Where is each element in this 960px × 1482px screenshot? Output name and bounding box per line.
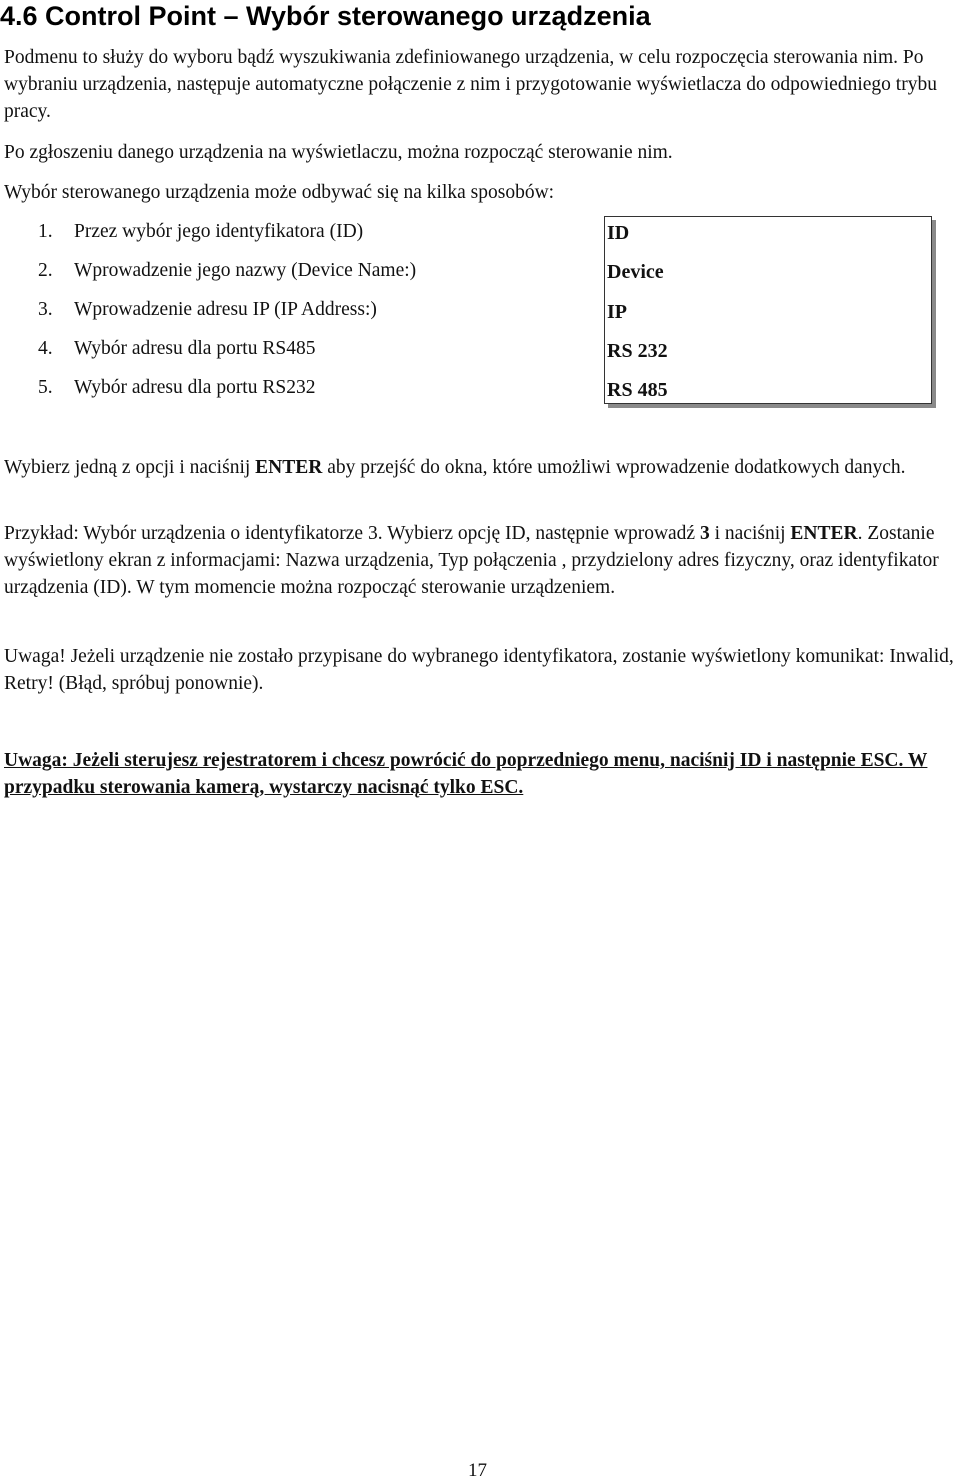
intro-paragraph-2: Po zgłoszeniu danego urządzenia na wyświetlaczu, można rozpocząć sterowanie nim.: [4, 142, 673, 163]
menu-option-device[interactable]: Device: [607, 261, 664, 283]
intro-paragraph: Podmenu to służy do wyboru bądź wyszukiwania zdefiniowanego urządzenia, w celu rozpoczęcia sterowania nim. Po wybraniu urządzenia, następuje automatyczne połączenie z nim i przygotowanie wyświetlacza do odpowiedniego trybu pracy.: [4, 47, 937, 122]
menu-option-ip[interactable]: IP: [607, 301, 627, 323]
example-text: Przykład: Wybór urządzenia o identyfikatorze 3. Wybierz opcję ID, następnie wprowadź: [4, 523, 700, 544]
page-number: 17: [468, 1460, 487, 1481]
instruction-text: Wybierz jedną z opcji i naciśnij: [4, 457, 256, 478]
instruction-paragraph: [4, 454, 954, 481]
menu-option-id[interactable]: ID: [607, 222, 630, 244]
list-item-text: Wprowadzenie jego nazwy (Device Name:): [74, 260, 417, 281]
list-item: [38, 336, 315, 362]
list-item: [38, 375, 315, 401]
enter-key-label: ENTER: [790, 523, 858, 544]
list-item: [38, 258, 416, 284]
list-item-number: 3.: [38, 299, 53, 320]
example-text-3: . Zostanie wyświetlony ekran z informacjami: Nazwa urządzenia, Typ połączenia , przydzielony adres fizyczny, oraz identyfikator urządzenia (ID). W tym momencie można rozpocząć sterowanie urządzeniem.: [4, 523, 939, 598]
list-item: [38, 219, 363, 245]
intro-paragraph-3: Wybór sterowanego urządzenia może odbywać się na kilka sposobów:: [4, 182, 555, 203]
example-paragraph: [4, 520, 954, 601]
menu-option-rs232[interactable]: RS 232: [607, 340, 668, 362]
warning-paragraph: Uwaga! Jeżeli urządzenie nie zostało przypisane do wybranego identyfikatora, zostanie wyświetlony komunikat: Inwalid, Retry! (Błąd, spróbuj ponownie).: [4, 646, 954, 694]
menu-options-box: [604, 216, 932, 404]
list-item-number: 2.: [38, 260, 53, 281]
example-number: 3: [699, 523, 710, 544]
list-item-number: 1.: [38, 221, 53, 242]
list-item: [38, 297, 377, 323]
example-text-2: i naciśnij: [709, 523, 791, 544]
list-item-number: 4.: [38, 338, 53, 359]
instruction-text-2: aby przejść do okna, które umożliwi wprowadzenie dodatkowych danych.: [322, 457, 906, 478]
note-paragraph: Uwaga: Jeżeli sterujesz rejestratorem i chcesz powrócić do poprzedniego menu, naciśnij ID i następnie ESC. W przypadku sterowania kamerą, wystarczy nacisnąć tylko ESC.: [4, 750, 928, 798]
list-item-text: Wprowadzenie adresu IP (IP Address:): [74, 299, 377, 320]
list-item-text: Przez wybór jego identyfikatora (ID): [74, 221, 364, 242]
list-item-number: 5.: [38, 377, 53, 398]
enter-key-label: ENTER: [255, 457, 323, 478]
section-heading: 4.6 Control Point – Wybór sterowanego urządzenia: [0, 1, 651, 31]
list-item-text: Wybór adresu dla portu RS232: [74, 377, 316, 398]
menu-option-rs485[interactable]: RS 485: [607, 379, 668, 401]
list-item-text: Wybór adresu dla portu RS485: [74, 338, 316, 359]
